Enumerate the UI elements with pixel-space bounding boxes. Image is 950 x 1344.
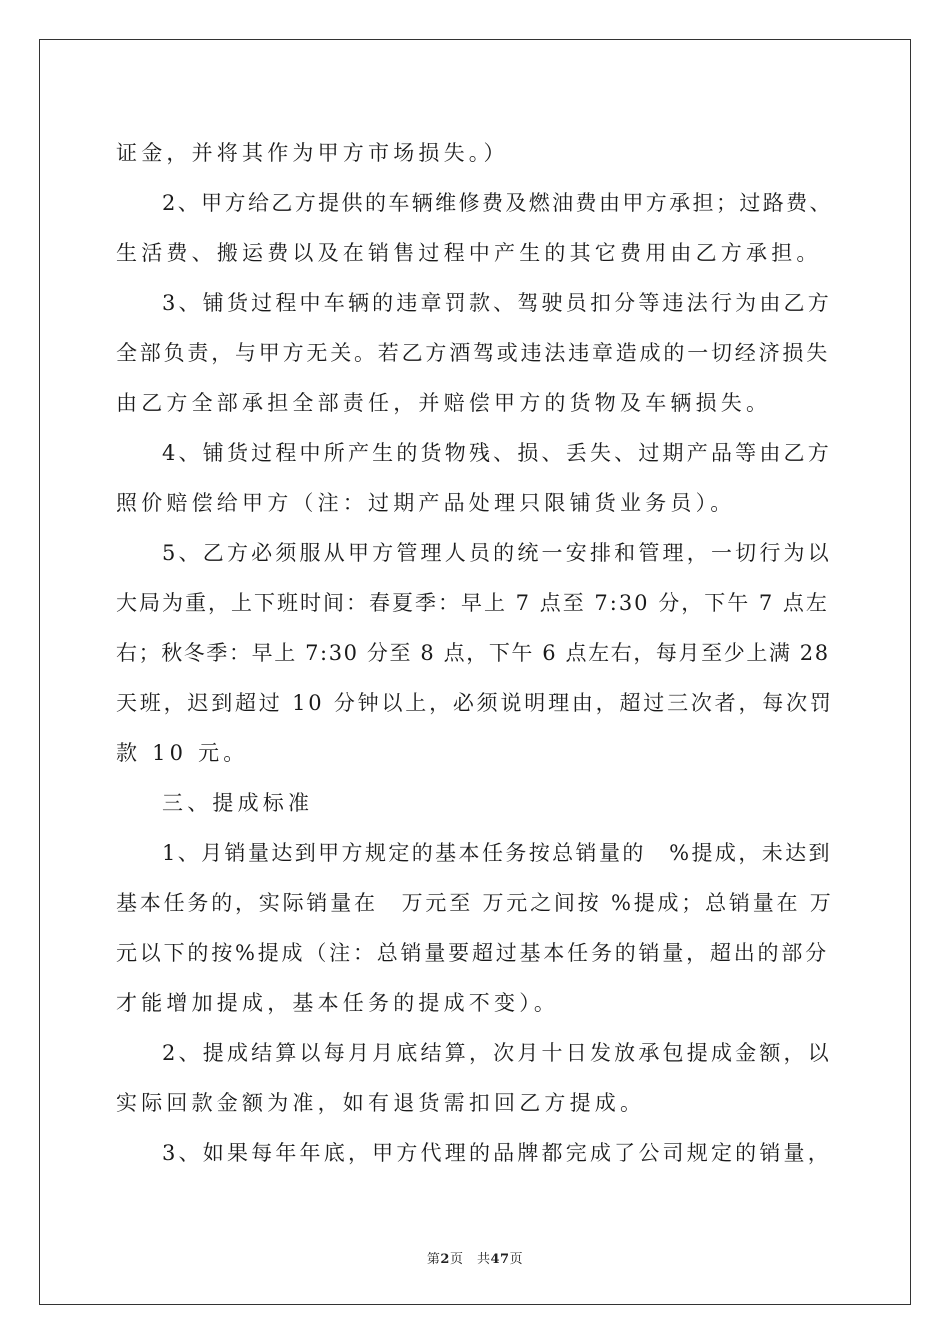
document-body [116,128,834,1178]
text-line: 1、月销量达到甲方规定的基本任务按总销量的 %提成，未达到 [162,841,832,865]
footer-prefix: 第 [426,1252,441,1267]
text-line: 2、提成结算以每月月底结算，次月十日发放承包提成金额，以 [162,1041,832,1065]
text-line: 2、甲方给乙方提供的车辆维修费及燃油费由甲方承担；过路费、 [162,191,833,215]
text-line: 大局为重，上下班时间：春夏季：早上 7 点至 7:30 分，下午 7 点左 [116,591,829,615]
text-line: 3、铺货过程中车辆的违章罚款、驾驶员扣分等违法行为由乙方 [162,291,832,315]
total-page-number: 47 [490,1252,510,1267]
text-line: 5、乙方必须服从甲方管理人员的统一安排和管理，一切行为以 [162,541,832,565]
text-line: 三、提成标准 [162,791,314,815]
current-page-number: 2 [440,1252,450,1267]
text-line: 全部负责，与甲方无关。若乙方酒驾或违法违章造成的一切经济损失 [116,341,830,365]
text-line: 3、如果每年年底，甲方代理的品牌都完成了公司规定的销量， [162,1141,832,1165]
page-footer [0,1248,950,1267]
text-line: 基本任务的，实际销量在 万元至 万元之间按 %提成；总销量在 万 [116,891,834,915]
text-line: 证金，并将其作为甲方市场损失。） [116,141,509,165]
text-line: 款 10 元。 [116,741,249,765]
footer-suffix: 页 [509,1252,524,1267]
text-line: 才能增加提成，基本任务的提成不变）。 [116,991,560,1015]
text-line: 右；秋冬季：早上 7:30 分至 8 点，下午 6 点左右，每月至少上满 28 [116,641,830,665]
text-line: 生活费、搬运费以及在销售过程中产生的其它费用由乙方承担。 [116,241,822,265]
text-line: 照价赔偿给甲方（注：过期产品处理只限铺货业务员）。 [116,491,736,515]
text-line: 元以下的按%提成（注：总销量要超过基本任务的销量，超出的部分 [116,941,829,965]
text-line: 由乙方全部承担全部责任，并赔偿甲方的货物及车辆损失。 [116,391,772,415]
footer-middle: 页 共 [449,1252,491,1267]
text-line: 实际回款金额为准，如有退货需扣回乙方提成。 [116,1091,646,1115]
text-line: 天班，迟到超过 10 分钟以上，必须说明理由，超过三次者，每次罚 [116,691,834,715]
text-line: 4、铺货过程中所产生的货物残、损、丢失、过期产品等由乙方 [162,441,832,465]
